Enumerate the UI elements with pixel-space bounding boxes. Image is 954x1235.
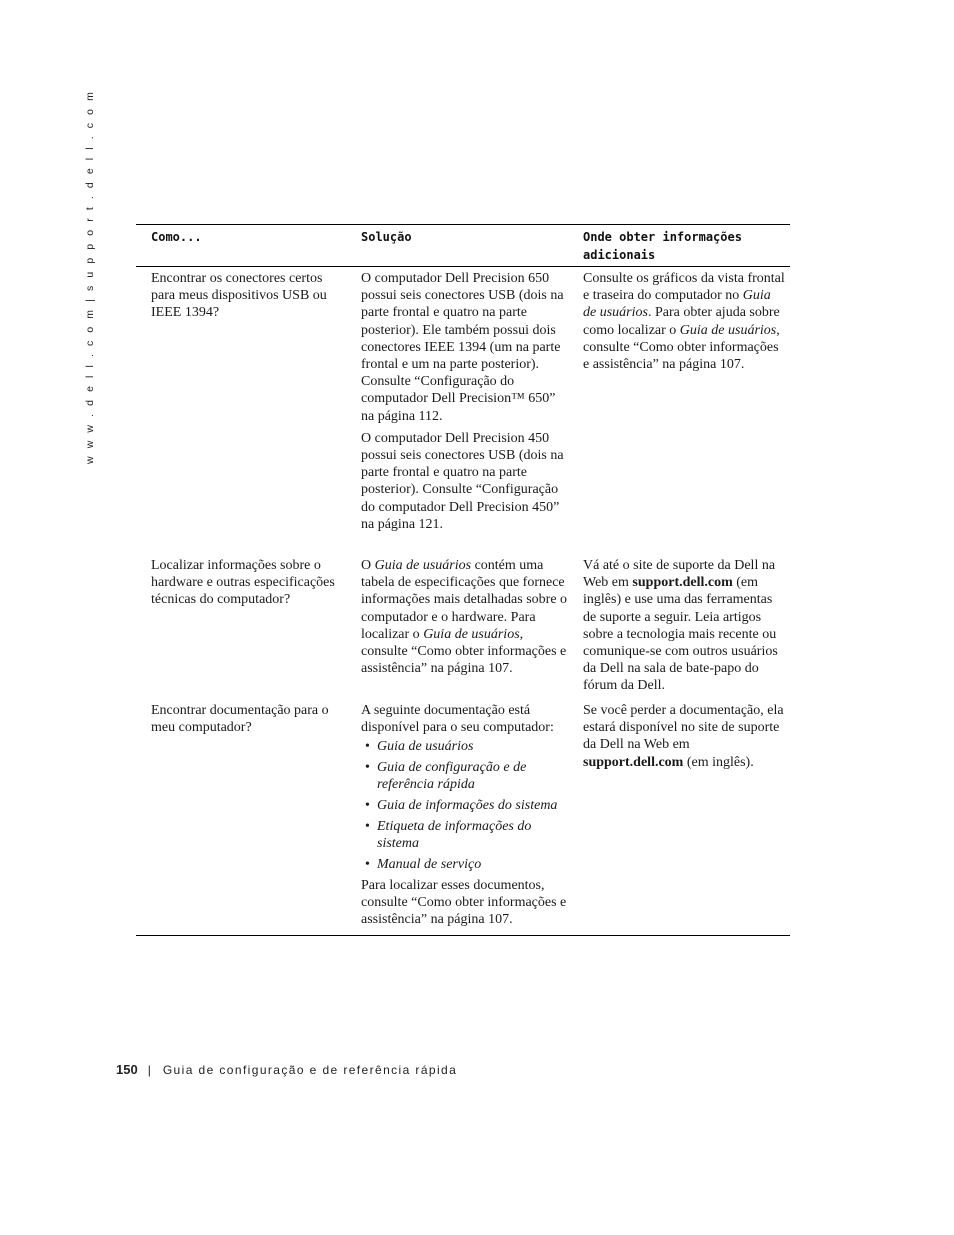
row-info	[568, 270, 790, 557]
list-item	[361, 759, 568, 793]
guide-title: Guia de usuários	[583, 288, 771, 321]
page-footer	[116, 1062, 457, 1077]
info-text: Vá até o site de suporte da Dell na Web em	[583, 558, 776, 591]
info-paragraph	[583, 702, 786, 771]
solution-paragraph: A seguinte documentação está disponível para o seu computador:	[361, 703, 554, 736]
solution-paragraph: Para localizar esses documentos, consulte “Como obter informações e assistência” na página 107.	[361, 877, 567, 928]
row-info	[568, 702, 790, 935]
support-link[interactable]: support.dell.com	[583, 754, 684, 770]
side-url-margin	[84, 89, 98, 464]
solution-text: contém uma tabela de especificações que fornece informações mais detalhadas sobre o computador e o hardware. Para localizar o	[361, 558, 568, 642]
support-link[interactable]: support.dell.com	[632, 575, 733, 591]
doc-title: Guia de informações do sistema	[377, 798, 558, 814]
table-header-row	[136, 225, 790, 267]
row-question: Encontrar os conectores certos para meus dispositivos USB ou IEEE 1394?	[151, 271, 327, 321]
row-solution	[346, 702, 568, 935]
guide-title: Guia de usuários	[679, 322, 777, 338]
side-url-text: w w w . d e l l . c o m | s u p p o r t . d e l l . c o m	[84, 89, 96, 464]
solution-paragraph: O computador Dell Precision 450 possui seis conectores USB (dois na parte frontal e quatro na parte posterior). Consulte “Configuração do computador Dell Precision 450” na página 121.	[361, 430, 564, 532]
info-table	[136, 224, 790, 936]
row-info	[568, 557, 790, 702]
guide-title: Guia de usuários	[374, 558, 472, 573]
footer-separator: |	[147, 1063, 151, 1077]
info-text: (em inglês).	[683, 754, 754, 770]
table-row	[136, 702, 790, 935]
doc-title: Manual de serviço	[377, 856, 482, 872]
info-text: . Para obter ajuda sobre como localizar o	[583, 305, 780, 338]
info-text: Consulte os gráficos da vista frontal e traseira do computador no	[583, 271, 785, 304]
list-item	[361, 818, 568, 852]
doc-title: Guia de usuários	[377, 739, 474, 755]
table-row	[136, 557, 790, 702]
info-text: (em inglês) e use uma das ferramentas de suporte a seguir. Leia artigos sobre a tecnologia mais recente ou comunique-se com outros usuários da Dell na sala de bate-papo do fórum da Dell.	[583, 575, 778, 694]
header-solucao: Solução	[361, 230, 412, 244]
row-question: Encontrar documentação para o meu computador?	[151, 703, 329, 736]
doc-title: Guia de configuração e de referência rápida	[377, 760, 527, 793]
documentation-list	[361, 738, 568, 872]
list-item	[361, 797, 568, 814]
page-number: 150	[116, 1062, 138, 1077]
footer-title: Guia de configuração e de referência rápida	[162, 1063, 458, 1077]
info-paragraph	[583, 557, 786, 695]
header-como: Como...	[151, 230, 202, 244]
list-item	[361, 856, 568, 873]
info-text: Se você perder a documentação, ela estará disponível no site de suporte da Dell na Web em	[583, 703, 784, 753]
row-solution	[346, 557, 568, 702]
doc-title: Etiqueta de informações do sistema	[377, 818, 532, 851]
row-question: Localizar informações sobre o hardware e outras especificações técnicas do computador?	[151, 558, 335, 608]
solution-paragraph	[361, 557, 568, 677]
info-paragraph	[583, 270, 786, 373]
solution-text: , consulte “Como obter informações e assistência” na página 107.	[361, 626, 567, 677]
info-text: , consulte “Como obter informações e assistência” na página 107.	[583, 322, 780, 373]
solution-text: O	[361, 558, 375, 573]
table-row	[136, 267, 790, 557]
row-solution	[346, 270, 568, 557]
list-item	[361, 738, 568, 755]
header-onde-obter: Onde obter informações adicionais	[583, 230, 742, 262]
solution-paragraph: O computador Dell Precision 650 possui seis conectores USB (dois na parte frontal e quatro na parte posterior). Ele também possui dois conectores IEEE 1394 (um na parte frontal e um na parte posterior). Consulte “Configuração do computador Dell Precision™ 650” na página 112.	[361, 271, 564, 424]
guide-title: Guia de usuários	[423, 626, 520, 642]
